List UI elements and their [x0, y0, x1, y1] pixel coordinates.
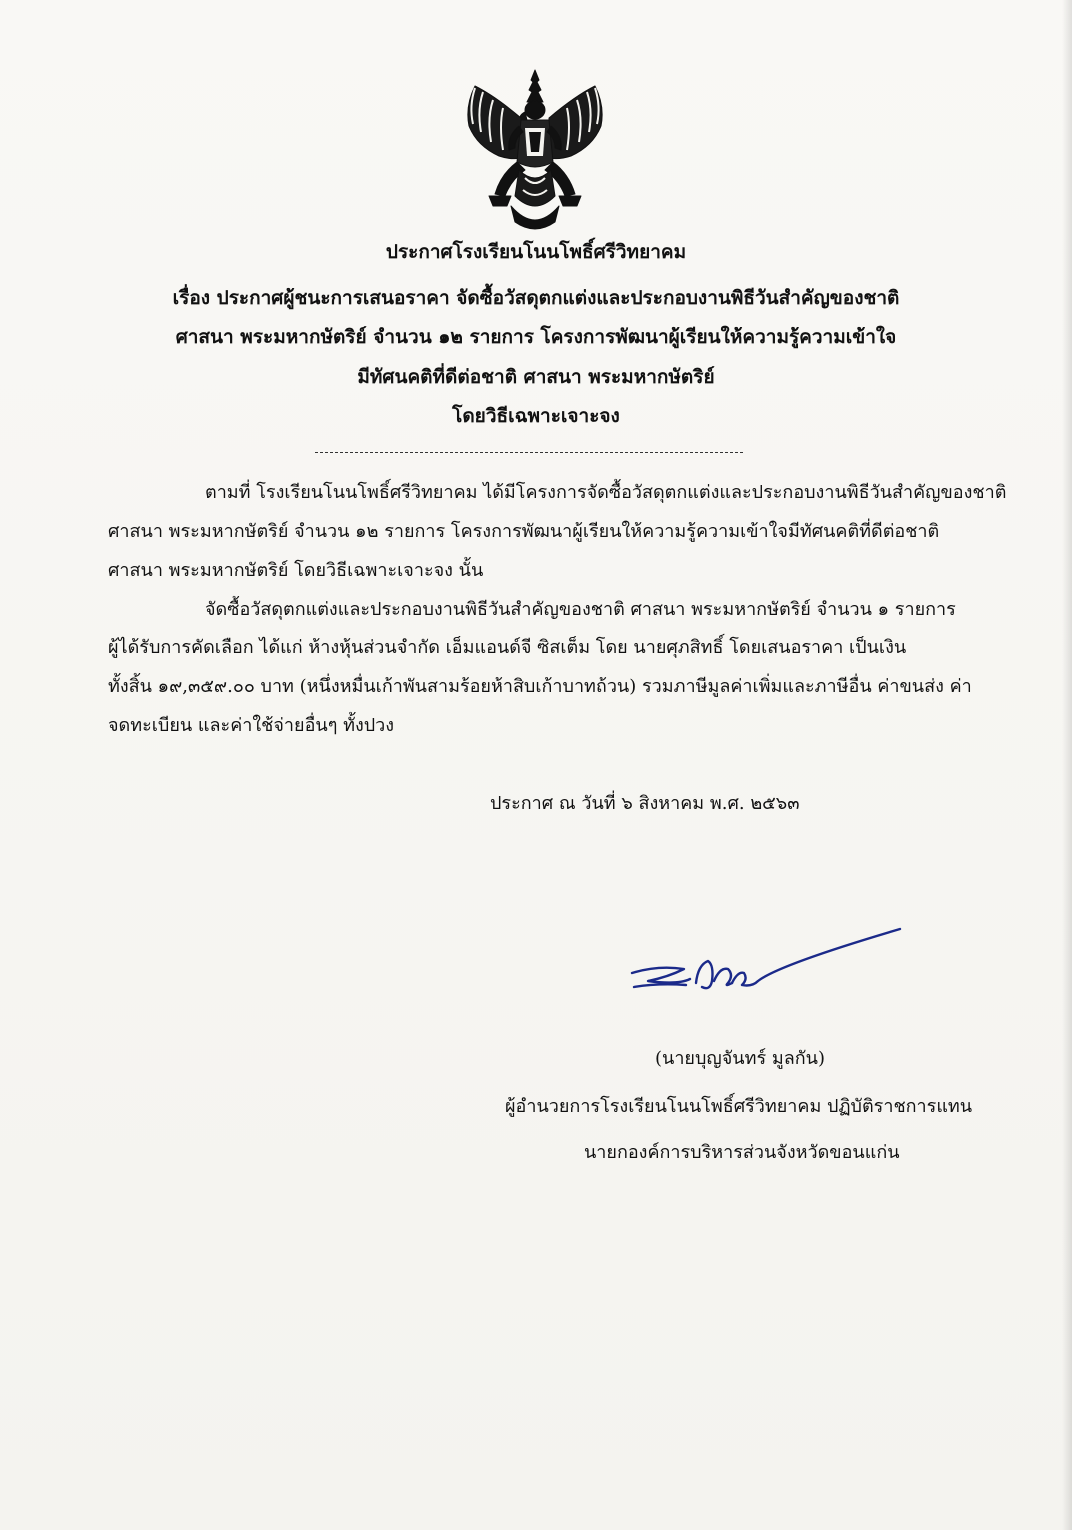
paragraph-1-line-1: ตามที่ โรงเรียนโนนโพธิ์ศรีวิทยาคม ได้มีโครงการจัดซื้อวัสดุตกแต่งและประกอบงานพิธีวันสำคัญของชาติ	[205, 482, 1007, 503]
garuda-emblem-icon	[455, 66, 615, 236]
paragraph-1-line-3: ศาสนา พระมหากษัตริย์ โดยวิธีเฉพาะเจาะจง นั้น	[108, 560, 484, 581]
handwritten-signature-icon	[628, 925, 908, 1005]
signatory-position: ผู้อำนวยการโรงเรียนโนนโพธิ์ศรีวิทยาคม ปฏิบัติราชการแทน	[505, 1096, 973, 1117]
heading-subject-line2: ศาสนา พระมหากษัตริย์ จำนวน ๑๒ รายการ โครงการพัฒนาผู้เรียนให้ความรู้ความเข้าใจ	[175, 326, 897, 348]
heading-divider	[315, 452, 743, 453]
heading-subject: เรื่อง ประกาศผู้ชนะการเสนอราคา จัดซื้อวัสดุตกแต่งและประกอบงานพิธีวันสำคัญของชาติ	[172, 287, 900, 309]
heading-method: โดยวิธีเฉพาะเจาะจง	[452, 405, 620, 427]
page-edge-shadow	[1062, 0, 1072, 1530]
paragraph-2-line-4: จดทะเบียน และค่าใช้จ่ายอื่นๆ ทั้งปวง	[108, 715, 395, 736]
signatory-name: (นายบุญจันทร์ มูลกัน)	[655, 1048, 825, 1069]
paragraph-2-line-3: ทั้งสิ้น ๑๙,๓๕๙.๐๐ บาท (หนึ่งหมื่นเก้าพันสามร้อยห้าสิบเก้าบาทถ้วน) รวมภาษีมูลค่าเพิ่มและภาษีอื่น ค่าขนส่ง ค่า	[108, 676, 972, 697]
paragraph-1-line-2: ศาสนา พระมหากษัตริย์ จำนวน ๑๒ รายการ โครงการพัฒนาผู้เรียนให้ความรู้ความเข้าใจมีทัศนคติที่ดีต่อชาติ	[108, 521, 940, 542]
heading-subject-line3: มีทัศนคติที่ดีต่อชาติ ศาสนา พระมหากษัตริย์	[357, 366, 715, 388]
signatory-authority: นายกองค์การบริหารส่วนจังหวัดขอนแก่น	[584, 1142, 900, 1163]
paragraph-2-line-2: ผู้ได้รับการคัดเลือก ได้แก่ ห้างหุ้นส่วนจำกัด เอ็มแอนด์จี ซิสเต็ม โดย นายศุภสิทธิ์ โดยเสนอราคา เป็นเงิน	[108, 637, 907, 658]
heading-title: ประกาศโรงเรียนโนนโพธิ์ศรีวิทยาคม	[385, 241, 687, 263]
announcement-date: ประกาศ ณ วันที่ ๖ สิงหาคม พ.ศ. ๒๕๖๓	[490, 793, 800, 814]
paragraph-2-line-1: จัดซื้อวัสดุตกแต่งและประกอบงานพิธีวันสำคัญของชาติ ศาสนา พระมหากษัตริย์ จำนวน ๑ รายการ	[205, 599, 956, 620]
